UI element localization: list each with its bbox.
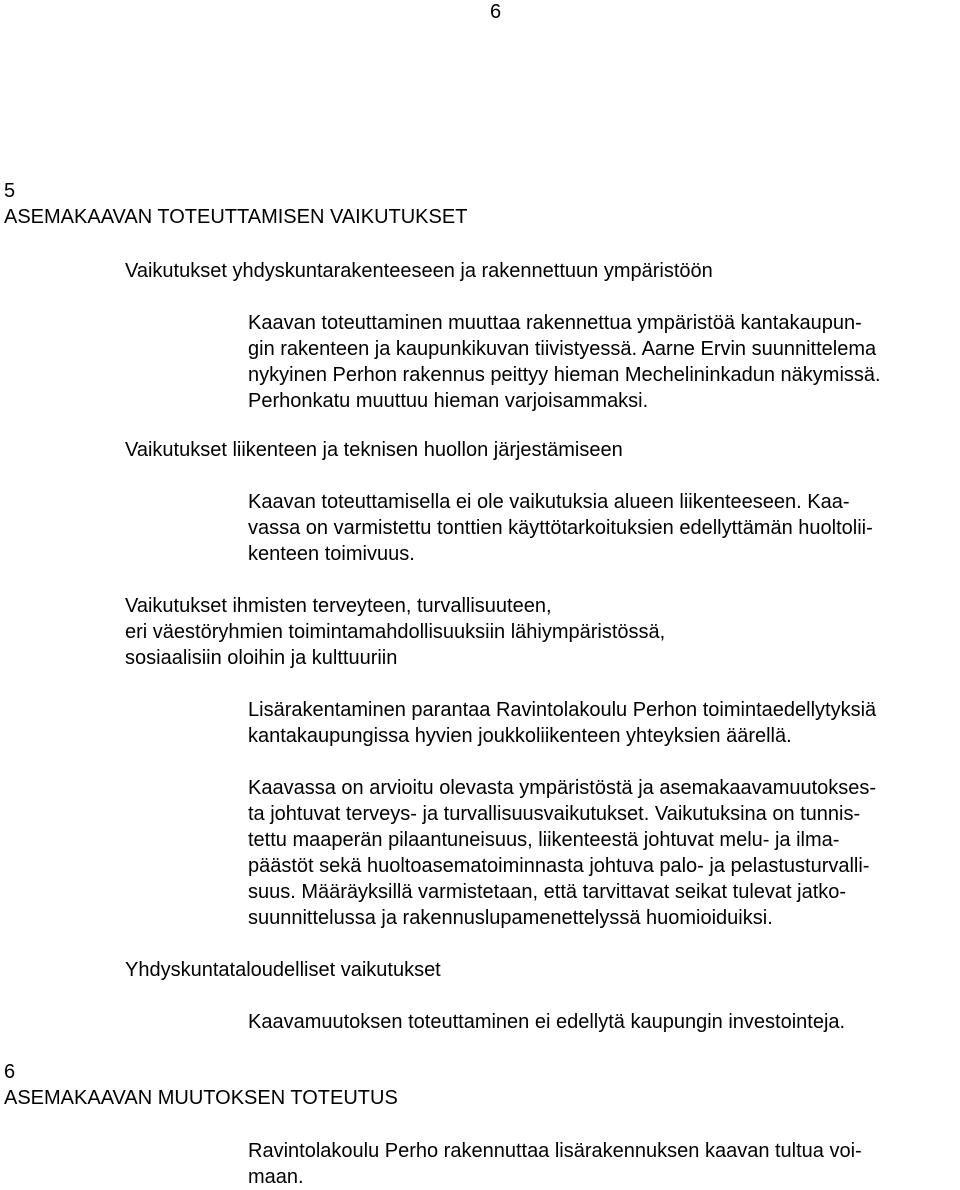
section-number: 6 bbox=[4, 1061, 16, 1083]
text-line: ta johtuvat terveys- ja turvallisuusvaikutukset. Vaikutuksina on tunnis- bbox=[248, 803, 861, 825]
text-line: Perhonkatu muuttuu hieman varjoisammaksi. bbox=[248, 390, 649, 412]
heading-line: eri väestöryhmien toimintamahdollisuuksiin lähiympäristössä, bbox=[125, 621, 666, 643]
heading-line: Vaikutukset ihmisten terveyteen, turvallisuuteen, bbox=[125, 595, 552, 617]
paragraph bbox=[248, 775, 876, 931]
text-line: tettu maaperän pilaantuneisuus, liikenteestä johtuvat melu- ja ilma- bbox=[248, 829, 840, 851]
paragraph bbox=[248, 1009, 845, 1035]
text-line: maan. bbox=[248, 1166, 304, 1188]
paragraph bbox=[248, 310, 881, 414]
text-line: Ravintolakoulu Perho rakennuttaa lisärakennuksen kaavan tultua voi- bbox=[248, 1140, 862, 1162]
section-number: 5 bbox=[4, 180, 16, 202]
text-line: vassa on varmistettu tonttien käyttötarkoituksien edellyttämän huoltolii- bbox=[248, 517, 873, 539]
text-line: Lisärakentaminen parantaa Ravintolakoulu Perhon toimintaedellytyksiä bbox=[248, 699, 877, 721]
text-line: suunnittelussa ja rakennuslupamenettelyssä huomioiduiksi. bbox=[248, 907, 773, 929]
text-line: kenteen toimivuus. bbox=[248, 543, 415, 565]
text-line: kantakaupungissa hyvien joukkoliikenteen yhteyksien äärellä. bbox=[248, 725, 792, 747]
subsection-heading: Vaikutukset yhdyskuntarakenteeseen ja rakennettuun ympäristöön bbox=[125, 260, 713, 282]
paragraph bbox=[248, 697, 876, 749]
text-line: päästöt sekä huoltoasematoiminnasta johtuva palo- ja pelastusturvalli- bbox=[248, 855, 870, 877]
section-title: ASEMAKAAVAN MUUTOKSEN TOTEUTUS bbox=[4, 1087, 398, 1109]
text-line: nykyinen Perhon rakennus peittyy hieman Mechelininkadun näkymissä. bbox=[248, 364, 881, 386]
text-line: suus. Määräyksillä varmistetaan, että tarvittavat seikat tulevat jatko- bbox=[248, 881, 847, 903]
subsection-heading: Vaikutukset liikenteen ja teknisen huollon järjestämiseen bbox=[125, 439, 623, 461]
text-line: Kaavan toteuttaminen muuttaa rakennettua ympäristöä kantakaupun- bbox=[248, 312, 862, 334]
page-number: 6 bbox=[490, 1, 502, 23]
text-line: Kaavamuutoksen toteuttaminen ei edellytä kaupungin investointeja. bbox=[248, 1011, 846, 1033]
heading-line: sosiaalisiin oloihin ja kulttuuriin bbox=[125, 647, 398, 669]
text-line: Kaavan toteuttamisella ei ole vaikutuksia alueen liikenteeseen. Kaa- bbox=[248, 491, 850, 513]
text-line: gin rakenteen ja kaupunkikuvan tiivistyessä. Aarne Ervin suunnittelema bbox=[248, 338, 877, 360]
subsection-heading: Yhdyskuntataloudelliset vaikutukset bbox=[125, 959, 441, 981]
paragraph bbox=[248, 489, 873, 567]
subsection-heading bbox=[125, 593, 665, 671]
paragraph bbox=[248, 1138, 862, 1190]
text-line: Kaavassa on arvioitu olevasta ympäristöstä ja asemakaavamuutokses- bbox=[248, 777, 877, 799]
section-title: ASEMAKAAVAN TOTEUTTAMISEN VAIKUTUKSET bbox=[4, 206, 468, 228]
